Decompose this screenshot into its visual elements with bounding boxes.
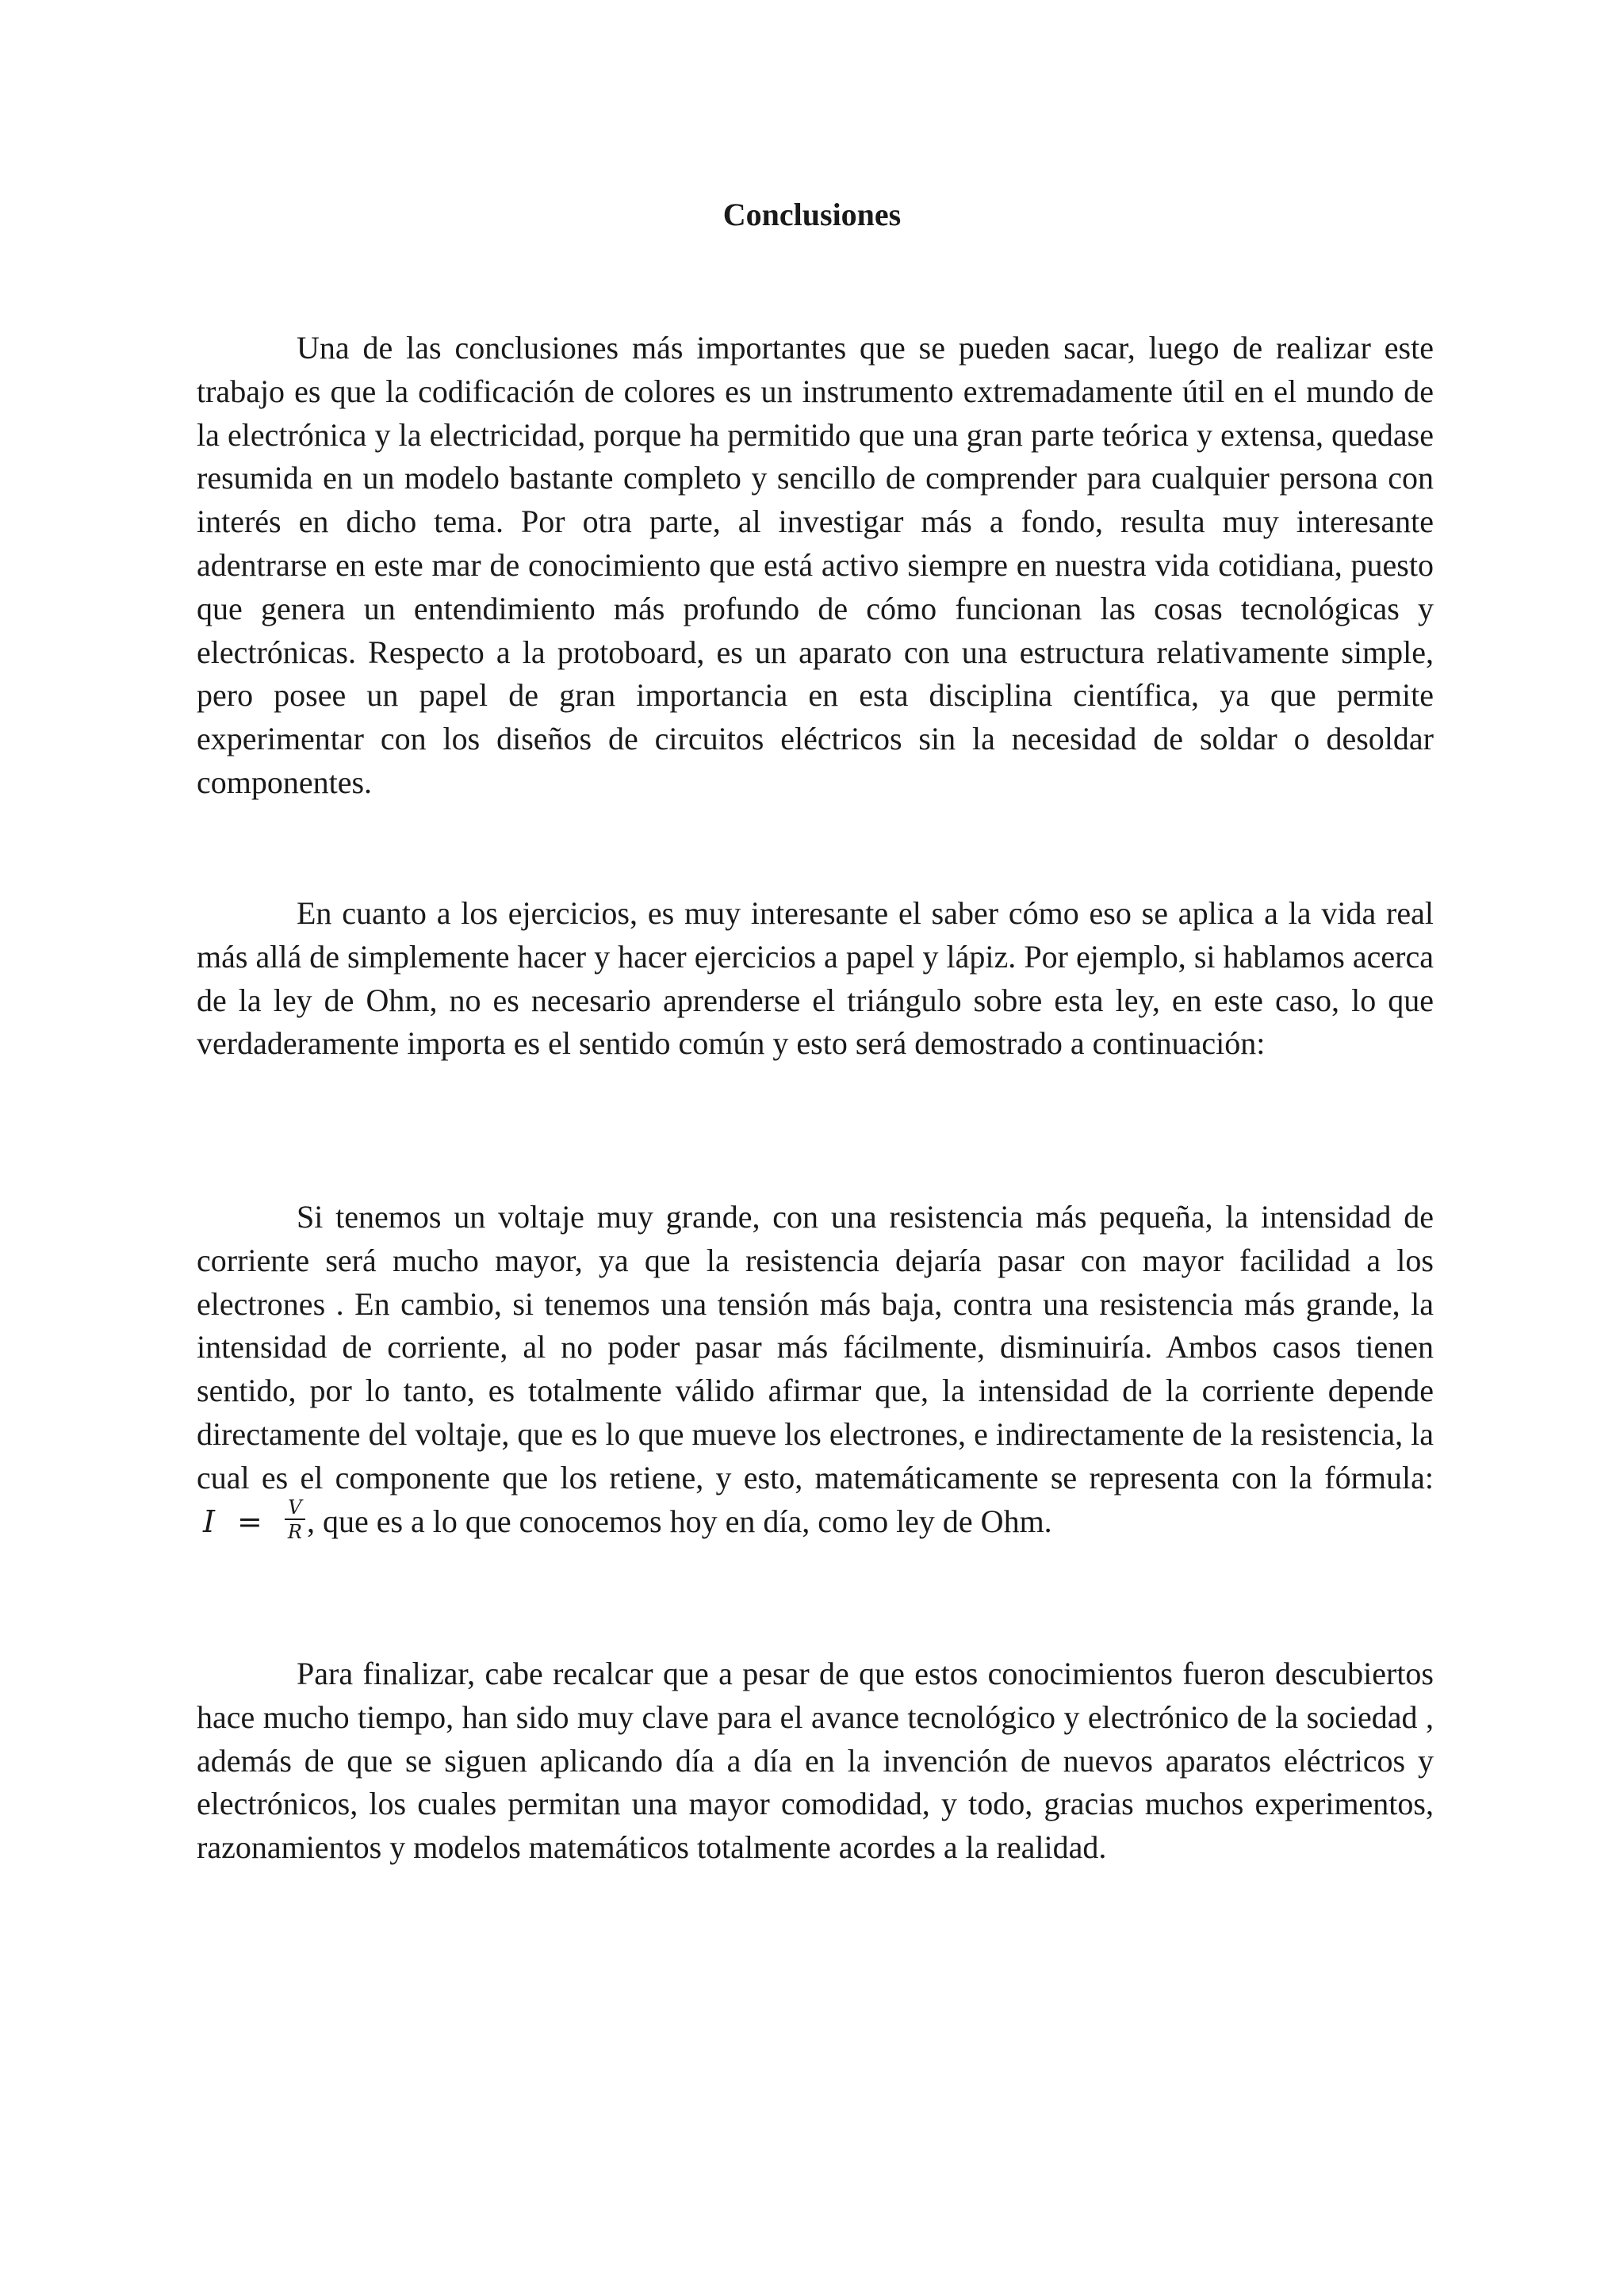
paragraph-1: Una de las conclusiones más importantes que se pueden sacar, luego de realizar este trabajo es que la codificación de colores es un instrumento extremadamente útil en el mundo de la electrónica y la electricidad, porque ha permitido que una gran parte teórica y extensa, quedase resumida en un modelo bastante completo y sencillo de comprender para cualquier persona con interés en dicho tema. Por otra parte, al investigar más a fondo, resulta muy interesante adentrarse en este mar de conocimiento que está activo siempre en nuestra vida cotidiana, puesto que genera un entendimiento más profundo de cómo funcionan las cosas tecnológicas y electrónicas. Respecto a la protoboard, es un aparato con una estructura relativamente simple, pero posee un papel de gran importancia en esta disciplina científica, ya que permite experimentar con los diseños de circuitos eléctricos sin la necesidad de soldar o desoldar componentes.: [197, 330, 1434, 800]
paragraph-3-text: Si tenemos un voltaje muy grande, con una resistencia más pequeña, la intensidad de corriente será mucho mayor, ya que la resistencia dejaría pasar con mayor facilidad a los electrones . En cambio, si tenemos una tensión más baja, contra una resistencia más grande, la intensidad de corriente, al no poder pasar más fácilmente, disminuiría. Ambos casos tienen sentido, por lo tanto, es totalmente válido afirmar que, la intensidad de la corriente depende directamente del voltaje, que es lo que mueve los electrones, e indirectamente de la resistencia, la cual es el componente que los retiene, y esto, matemáticamente se representa con la fórmula:: [197, 1199, 1434, 1496]
ohms-law-formula: [203, 1496, 305, 1547]
formula-lhs: I: [203, 1503, 216, 1539]
formula-equals: =: [237, 1503, 262, 1539]
paragraph-3: [197, 1196, 1434, 1547]
paragraph-2: En cuanto a los ejercicios, es muy interesante el saber cómo eso se aplica a la vida real más allá de simplemente hacer y hacer ejercicios a papel y lápiz. Por ejemplo, si hablamos acerca de la ley de Ohm, no es necesario aprenderse el triángulo sobre esta ley, en este caso, lo que verdaderamente importa es el sentido común y esto será demostrado a continuación:: [197, 895, 1434, 1062]
formula-denominator: R: [287, 1520, 302, 1543]
page-title: Conclusiones: [722, 197, 902, 232]
formula-fraction: [285, 1497, 305, 1542]
paragraph-3-text-end: , que es a lo que conocemos hoy en día, como ley de Ohm.: [306, 1503, 1052, 1539]
paragraph-4: Para finalizar, cabe recalcar que a pesar de que estos conocimientos fueron descubiertos hace mucho tiempo, han sido muy clave para el avance tecnológico y electrónico de la sociedad , además de que se siguen aplicando día a día en la invención de nuevos aparatos eléctricos y electrónicos, los cuales permitan una mayor comodidad, y todo, gracias muchos experimentos, razonamientos y modelos matemáticos totalmente acordes a la realidad.: [197, 1656, 1434, 1866]
formula-numerator: V: [285, 1497, 305, 1520]
